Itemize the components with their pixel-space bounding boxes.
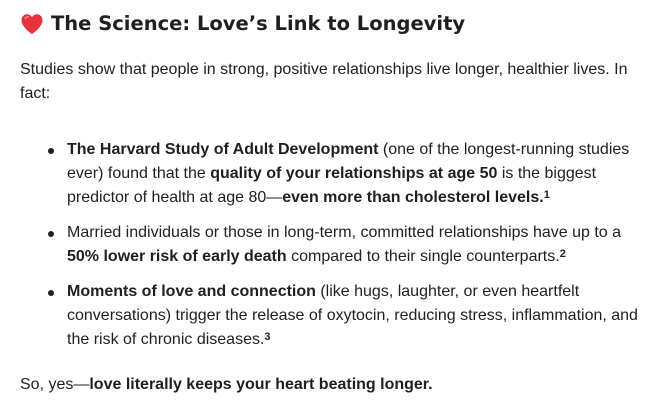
intro-paragraph: Studies show that people in strong, positive relationships live longer, healthier lives. In fact: <box>20 61 628 102</box>
list-item-harvard-study <box>48 138 643 210</box>
study-description: (one of the longest-running studies ever) found that the <box>67 141 630 182</box>
footnote-ref-3[interactable]: 3 <box>264 331 271 343</box>
bullet-dot <box>48 148 54 154</box>
footnote-ref-2[interactable]: 2 <box>559 248 566 260</box>
oxytocin-text: (like hugs, laughter, or even heartfelt conversations) trigger the release of oxytocin, reducing stress, inflammation, and the risk of chronic diseases. <box>67 283 638 348</box>
finding-text: is the biggest predictor of health at age 80— <box>67 165 597 206</box>
footnote-ref-1[interactable]: 1 <box>543 189 550 201</box>
list-item-marriage <box>48 221 643 269</box>
list-item-connection <box>48 280 643 352</box>
key-finding-cholesterol: even more than cholesterol levels. <box>282 189 544 206</box>
findings-list <box>48 138 643 363</box>
bullet-dot <box>48 290 54 296</box>
key-finding-relationships: quality of your relationships at age 50 <box>210 165 498 182</box>
key-finding-moments: Moments of love and connection <box>67 283 316 300</box>
closing-lead: So, yes— <box>20 376 90 393</box>
marriage-text: Married individuals or those in long-term, committed relationships have up to a <box>67 224 622 241</box>
study-name: The Harvard Study of Adult Development <box>67 141 379 158</box>
comparison-text: compared to their single counterparts. <box>286 248 560 265</box>
section-heading <box>20 10 465 38</box>
heading-text: The Science: Love’s Link to Longevity <box>51 12 466 35</box>
bullet-dot <box>48 231 54 237</box>
closing-emphasis: love literally keeps your heart beating longer. <box>89 376 433 393</box>
heart-icon <box>20 13 44 35</box>
key-finding-risk: 50% lower risk of early death <box>67 248 287 265</box>
closing-paragraph <box>20 373 433 397</box>
